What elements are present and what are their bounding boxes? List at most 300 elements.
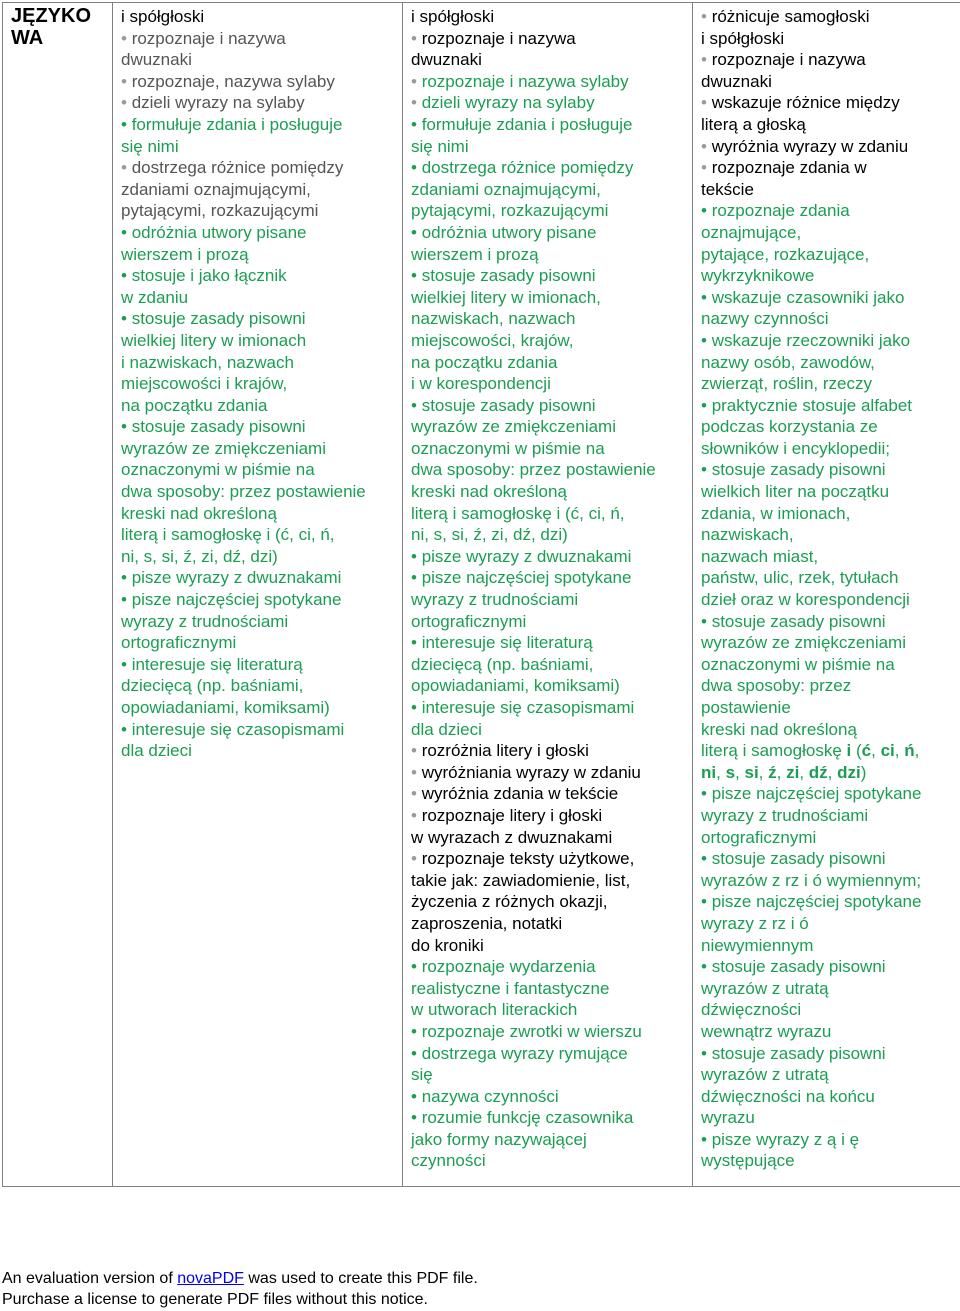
requirement-text: wyrazy z trudnościami xyxy=(701,805,869,825)
requirement-text: realistyczne i fantastyczne xyxy=(411,978,610,998)
requirement-text-part: literą i samogłoskę xyxy=(701,741,847,761)
requirement-text-part: , xyxy=(758,762,769,782)
requirement-line xyxy=(701,654,956,676)
requirement-text: wierszem i prozą xyxy=(411,244,539,264)
requirement-line xyxy=(701,913,956,935)
requirement-text: się nimi xyxy=(411,136,469,156)
requirement-text: rozpoznaje zwrotki w wierszu xyxy=(421,1021,642,1041)
requirement-text: pisze wyrazy z dwuznakami xyxy=(131,568,342,588)
requirement-line xyxy=(411,395,688,417)
requirement-text: wyróżnia zdania w tekście xyxy=(421,784,619,804)
requirement-text: kreski nad określoną xyxy=(411,482,567,502)
requirement-text: dzieł oraz w korespondencji xyxy=(701,590,910,610)
requirement-text: wykrzyknikowe xyxy=(701,266,815,286)
requirement-line xyxy=(121,136,398,158)
requirement-line xyxy=(121,416,398,438)
requirement-line xyxy=(411,459,688,481)
requirements-column-2 xyxy=(403,3,693,1187)
requirement-line xyxy=(701,805,956,827)
requirement-text: wskazuje czasowniki jako xyxy=(711,287,905,307)
requirement-text: dwa sposoby: przez postawienie xyxy=(121,482,366,502)
requirement-line xyxy=(411,244,688,266)
requirement-line xyxy=(411,49,688,71)
requirements-column-3 xyxy=(693,3,960,1187)
requirement-text: odróżnia utwory pisane xyxy=(421,222,597,242)
bullet-icon: • xyxy=(411,266,422,286)
requirement-text: dla dzieci xyxy=(121,741,192,761)
requirement-text: pisze wyrazy z ą i ę xyxy=(711,1129,860,1149)
requirement-line xyxy=(411,157,688,179)
requirement-text: rozumie funkcję czasownika xyxy=(421,1108,634,1128)
bullet-icon: • xyxy=(701,158,712,178)
bullet-icon: • xyxy=(411,395,422,415)
requirement-line xyxy=(121,459,398,481)
requirement-text: życzenia z różnych okazji, xyxy=(411,892,608,912)
requirement-text: wskazuje rzeczowniki jako xyxy=(711,330,911,350)
requirement-line xyxy=(701,92,956,114)
requirement-text: literą i samogłoskę i (ć, ci, ń, xyxy=(121,525,335,545)
requirement-line xyxy=(411,956,688,978)
requirement-line xyxy=(701,49,956,71)
requirement-line xyxy=(701,848,956,870)
requirement-line xyxy=(701,416,956,438)
requirement-text: wierszem i prozą xyxy=(121,244,249,264)
bullet-icon: • xyxy=(411,568,422,588)
requirement-line xyxy=(121,719,398,741)
requirement-text: w zdaniu xyxy=(121,287,189,307)
bullet-icon: • xyxy=(701,849,712,869)
requirement-line xyxy=(701,697,956,719)
requirement-line xyxy=(411,546,688,568)
requirement-text: słowników i encyklopedii; xyxy=(701,438,890,458)
requirement-text: wyrazów ze zmiękczeniami xyxy=(121,438,326,458)
requirement-text: stosuje zasady pisowni xyxy=(131,417,306,437)
requirement-text: dwuznaki xyxy=(121,50,192,70)
requirement-text-part: si xyxy=(744,762,759,782)
requirement-text: oznaczonymi w piśmie na xyxy=(121,460,315,480)
requirement-text: dzieli wyrazy na sylaby xyxy=(131,93,305,113)
requirement-line xyxy=(411,762,688,784)
bullet-icon: • xyxy=(411,114,422,134)
requirement-text: dźwięczności na końcu xyxy=(701,1086,875,1106)
bullet-icon: • xyxy=(411,158,422,178)
requirement-line xyxy=(411,1150,688,1172)
requirement-line xyxy=(411,1086,688,1108)
requirement-line xyxy=(411,503,688,525)
requirement-text: interesuje się literaturą xyxy=(421,633,593,653)
requirement-line xyxy=(701,330,956,352)
requirement-line xyxy=(701,1086,956,1108)
requirement-line xyxy=(701,352,956,374)
requirement-text-part: ci xyxy=(880,741,895,761)
novapdf-link[interactable]: novaPDF xyxy=(177,1270,244,1287)
requirement-line xyxy=(411,935,688,957)
requirement-line xyxy=(701,114,956,136)
requirement-line xyxy=(411,675,688,697)
requirement-line xyxy=(701,28,956,50)
requirement-text: niewymiennym xyxy=(701,935,814,955)
requirement-text: dzieli wyrazy na sylaby xyxy=(421,93,595,113)
requirement-text: nazwiskach, xyxy=(701,525,794,545)
requirement-line xyxy=(121,222,398,244)
requirement-text: nazwiskach, nazwach xyxy=(411,309,576,329)
requirement-line xyxy=(411,222,688,244)
requirement-line xyxy=(701,870,956,892)
requirement-line xyxy=(411,805,688,827)
requirement-line xyxy=(121,179,398,201)
requirement-text: rozpoznaje zdania xyxy=(711,201,850,221)
requirement-line xyxy=(701,179,956,201)
bullet-icon: • xyxy=(411,762,422,782)
requirement-line xyxy=(121,200,398,222)
requirement-line xyxy=(701,71,956,93)
requirement-line xyxy=(121,740,398,762)
requirement-text: miejscowości i krajów, xyxy=(121,374,288,394)
requirement-text-part: ) xyxy=(860,762,867,782)
requirement-text: wskazuje różnice między xyxy=(711,93,900,113)
requirement-line xyxy=(121,503,398,525)
requirement-text: wyrazów ze zmiękczeniami xyxy=(411,417,616,437)
bullet-icon: • xyxy=(411,849,422,869)
requirement-line xyxy=(121,481,398,503)
requirement-line xyxy=(411,373,688,395)
requirement-text-part: , xyxy=(871,741,881,761)
requirement-text: interesuje się czasopismami xyxy=(131,719,345,739)
requirement-line xyxy=(701,999,956,1021)
requirement-line xyxy=(701,1150,956,1172)
requirement-line xyxy=(411,999,688,1021)
requirement-text: wielkich liter na początku xyxy=(701,482,890,502)
requirement-line xyxy=(411,1107,688,1129)
requirement-text: pisze najczęściej spotykane xyxy=(131,590,342,610)
bullet-icon: • xyxy=(411,28,422,48)
requirement-line xyxy=(121,287,398,309)
requirement-line xyxy=(121,611,398,633)
bullet-icon: • xyxy=(701,287,712,307)
requirement-text-part: ni xyxy=(701,762,717,782)
requirement-line xyxy=(411,71,688,93)
requirement-line xyxy=(121,92,398,114)
bullet-icon: • xyxy=(411,71,422,91)
requirement-text: dźwięczności xyxy=(701,1000,802,1020)
requirement-line xyxy=(701,459,956,481)
bullet-icon: • xyxy=(411,1086,422,1106)
requirement-text: pytające, rozkazujące, xyxy=(701,244,870,264)
requirement-line xyxy=(411,200,688,222)
requirement-line xyxy=(411,287,688,309)
requirement-text: formułuje zdania i posługuje xyxy=(421,114,633,134)
requirement-text: w utworach literackich xyxy=(411,1000,578,1020)
requirement-line xyxy=(121,244,398,266)
requirement-text: pisze wyrazy z dwuznakami xyxy=(421,546,632,566)
requirement-line xyxy=(411,1129,688,1151)
requirement-text: pytającymi, rozkazującymi xyxy=(411,201,609,221)
bullet-icon: • xyxy=(701,93,712,113)
requirement-line xyxy=(701,935,956,957)
requirement-text: rozróżnia litery i głoski xyxy=(421,741,589,761)
requirement-text: wyrazy z trudnościami xyxy=(121,611,289,631)
bullet-icon: • xyxy=(121,417,132,437)
requirement-text: i spółgłoski xyxy=(701,28,785,48)
bullet-icon: • xyxy=(121,93,132,113)
requirement-text: zwierząt, roślin, rzeczy xyxy=(701,374,872,394)
requirement-text: się nimi xyxy=(121,136,179,156)
requirement-text: rozpoznaje i nazywa sylaby xyxy=(421,71,629,91)
requirement-text: rozpoznaje wydarzenia xyxy=(421,957,596,977)
requirement-text: pisze najczęściej spotykane xyxy=(711,892,922,912)
requirement-line xyxy=(701,222,956,244)
bullet-icon: • xyxy=(121,222,132,242)
requirements-column-1 xyxy=(113,3,403,1187)
requirement-text: do kroniki xyxy=(411,935,484,955)
curriculum-table xyxy=(2,2,960,1187)
requirement-line xyxy=(121,654,398,676)
bullet-icon: • xyxy=(701,201,712,221)
requirement-text: opowiadaniami, komiksami) xyxy=(411,676,620,696)
requirement-line xyxy=(701,200,956,222)
subject-label-line-2: WA xyxy=(11,26,44,49)
bullet-icon: • xyxy=(701,611,712,631)
requirement-text-part: , xyxy=(894,741,905,761)
requirement-line xyxy=(701,1021,956,1043)
requirement-text: ni, s, si, ź, zi, dź, dzi) xyxy=(121,546,278,566)
requirement-text: występujące xyxy=(701,1151,795,1171)
bullet-icon: • xyxy=(411,741,422,761)
requirement-text: dwuznaki xyxy=(701,71,772,91)
requirement-line xyxy=(411,416,688,438)
requirement-line xyxy=(121,589,398,611)
requirement-line xyxy=(411,114,688,136)
requirement-text: i w korespondencji xyxy=(411,374,551,394)
requirement-line xyxy=(411,567,688,589)
bullet-icon: • xyxy=(411,222,422,242)
requirement-line xyxy=(411,92,688,114)
bullet-icon: • xyxy=(411,784,422,804)
requirement-line xyxy=(121,524,398,546)
requirement-text: czynności xyxy=(411,1151,486,1171)
requirement-text-part: ń xyxy=(904,741,915,761)
requirement-line xyxy=(411,827,688,849)
bullet-icon: • xyxy=(701,136,712,156)
requirement-line xyxy=(701,438,956,460)
requirement-text: kreski nad określoną xyxy=(701,719,857,739)
requirement-line xyxy=(121,157,398,179)
bullet-icon: • xyxy=(121,28,132,48)
requirement-line xyxy=(411,352,688,374)
requirement-text: nazwy osób, zawodów, xyxy=(701,352,875,372)
requirement-text: nazwy czynności xyxy=(701,309,829,329)
bullet-icon: • xyxy=(121,266,132,286)
bullet-icon: • xyxy=(411,805,422,825)
requirement-line xyxy=(701,783,956,805)
requirement-text: zdaniami oznajmującymi, xyxy=(411,179,601,199)
requirement-text-part: ( xyxy=(851,741,862,761)
requirement-line xyxy=(701,157,956,179)
bullet-icon: • xyxy=(121,568,132,588)
bullet-icon: • xyxy=(701,784,712,804)
requirement-line xyxy=(121,114,398,136)
requirement-text: literą a głoską xyxy=(701,114,806,134)
requirement-line xyxy=(701,632,956,654)
requirement-text: oznaczonymi w piśmie na xyxy=(411,438,605,458)
requirement-text: i nazwiskach, nazwach xyxy=(121,352,294,372)
requirement-text-part: , xyxy=(827,762,838,782)
requirement-line xyxy=(701,1129,956,1151)
requirement-text-part: i xyxy=(846,741,852,761)
requirement-text: dwa sposoby: przez xyxy=(701,676,852,696)
requirement-text-part: , xyxy=(914,741,920,761)
requirement-text: literą i samogłoskę i (ć, ci, ń, xyxy=(411,503,625,523)
requirement-text: dwa sposoby: przez postawienie xyxy=(411,460,656,480)
requirement-text: dwuznaki xyxy=(411,50,482,70)
requirement-line xyxy=(411,697,688,719)
requirement-text: rozpoznaje litery i głoski xyxy=(421,805,603,825)
requirement-text: wyrazów z utratą xyxy=(701,1065,829,1085)
requirement-line xyxy=(701,287,956,309)
requirement-line xyxy=(411,978,688,1000)
requirement-text: wyróżnia wyrazy w zdaniu xyxy=(711,136,909,156)
requirement-line xyxy=(121,438,398,460)
requirement-text: pisze najczęściej spotykane xyxy=(711,784,922,804)
requirement-line xyxy=(701,524,956,546)
requirement-text: i spółgłoski xyxy=(121,7,205,26)
bullet-icon: • xyxy=(701,7,712,26)
notice-line-1: An evaluation version of novaPDF was used to create this PDF file. xyxy=(2,1270,478,1287)
requirement-text: takie jak: zawiadomienie, list, xyxy=(411,870,631,890)
requirement-text: ortograficznymi xyxy=(121,633,237,653)
notice-line-2: Purchase a license to generate PDF files without this notice. xyxy=(2,1291,428,1308)
requirement-text: interesuje się literaturą xyxy=(131,654,303,674)
bullet-icon: • xyxy=(411,546,422,566)
requirement-line xyxy=(121,330,398,352)
requirement-text: kreski nad określoną xyxy=(121,503,277,523)
bullet-icon: • xyxy=(411,1043,422,1063)
subject-label-line-1: JĘZYKO xyxy=(11,5,92,27)
requirement-text-part: ź xyxy=(768,762,777,782)
requirement-line xyxy=(701,762,956,784)
requirement-text: wyrazy z rz i ó xyxy=(701,913,809,933)
requirement-text: miejscowości, krajów, xyxy=(411,330,574,350)
requirement-text-part: zi xyxy=(786,762,800,782)
requirement-text-part: s xyxy=(725,762,736,782)
requirement-line xyxy=(701,719,956,741)
requirement-text: państw, ulic, rzek, tytułach xyxy=(701,568,899,588)
requirement-text: dziecięcą (np. baśniami, xyxy=(411,654,594,674)
requirement-text: stosuje zasady pisowni xyxy=(131,309,306,329)
requirement-line xyxy=(411,28,688,50)
requirement-text: stosuje zasady pisowni xyxy=(711,849,886,869)
requirement-text: tekście xyxy=(701,179,754,199)
requirement-line xyxy=(121,675,398,697)
requirement-text: wielkiej litery w imionach xyxy=(121,330,307,350)
requirement-text: dziecięcą (np. baśniami, xyxy=(121,676,304,696)
requirement-line xyxy=(411,136,688,158)
requirement-line xyxy=(701,675,956,697)
requirement-text: rozpoznaje, nazywa sylaby xyxy=(131,71,335,91)
evaluation-notice xyxy=(2,1268,478,1310)
requirement-text: postawienie xyxy=(701,698,791,717)
requirement-line xyxy=(411,308,688,330)
requirement-text: wyrazów z rz i ó wymiennym; xyxy=(701,870,922,890)
requirement-line xyxy=(121,28,398,50)
requirement-line xyxy=(411,913,688,935)
requirement-text: jako formy nazywającej xyxy=(411,1129,587,1149)
requirement-line xyxy=(701,265,956,287)
requirement-line xyxy=(121,308,398,330)
bullet-icon: • xyxy=(701,395,712,415)
requirement-line xyxy=(701,546,956,568)
requirement-text: wyrazów ze zmiękczeniami xyxy=(701,633,906,653)
bullet-icon: • xyxy=(701,330,712,350)
requirement-line xyxy=(121,71,398,93)
requirement-text: wyrazu xyxy=(701,1108,755,1128)
requirement-line xyxy=(701,891,956,913)
requirement-text: nazwach miast, xyxy=(701,546,819,566)
requirement-line xyxy=(121,546,398,568)
requirement-line xyxy=(411,481,688,503)
requirement-line xyxy=(701,589,956,611)
requirement-line xyxy=(121,352,398,374)
requirement-text: ortograficznymi xyxy=(411,611,527,631)
requirement-line xyxy=(411,740,688,762)
requirement-text: odróżnia utwory pisane xyxy=(131,222,307,242)
requirement-text: opowiadaniami, komiksami) xyxy=(121,698,330,717)
requirement-text: na początku zdania xyxy=(411,352,558,372)
requirement-line xyxy=(701,395,956,417)
requirement-text: wyrazy z trudnościami xyxy=(411,590,579,610)
requirement-text: podczas korzystania ze xyxy=(701,417,878,437)
requirement-text: różnicuje samogłoski xyxy=(711,7,870,26)
requirement-line xyxy=(121,265,398,287)
requirement-line xyxy=(411,438,688,460)
bullet-icon: • xyxy=(701,1043,712,1063)
requirement-line xyxy=(411,330,688,352)
requirement-text: stosuje i jako łącznik xyxy=(131,266,287,286)
requirement-line xyxy=(121,395,398,417)
requirement-text: wewnątrz wyrazu xyxy=(701,1021,832,1041)
requirement-text-part: , xyxy=(799,762,809,782)
requirement-text: w wyrazach z dwuznakami xyxy=(411,827,613,847)
requirement-line xyxy=(701,1107,956,1129)
bullet-icon: • xyxy=(121,654,132,674)
requirement-line xyxy=(701,1043,956,1065)
subject-cell xyxy=(3,3,113,1187)
requirement-text: zdania, w imionach, xyxy=(701,503,851,523)
requirement-text-part: , xyxy=(716,762,726,782)
bullet-icon: • xyxy=(411,93,422,113)
requirement-text: stosuje zasady pisowni xyxy=(421,266,596,286)
requirement-text: dostrzega różnice pomiędzy xyxy=(421,158,634,178)
bullet-icon: • xyxy=(121,71,132,91)
requirement-line xyxy=(411,1043,688,1065)
requirement-text: rozpoznaje i nazywa xyxy=(711,50,866,70)
requirement-line xyxy=(121,567,398,589)
bullet-icon: • xyxy=(701,50,712,70)
bullet-icon: • xyxy=(121,590,132,610)
requirement-line xyxy=(121,373,398,395)
bullet-icon: • xyxy=(411,957,422,977)
requirement-line xyxy=(701,740,956,762)
requirement-text: wielkiej litery w imionach, xyxy=(411,287,601,307)
requirement-line xyxy=(411,891,688,913)
bullet-icon: • xyxy=(701,892,712,912)
requirement-line xyxy=(121,632,398,654)
requirement-text: wyrazów z utratą xyxy=(701,978,829,998)
requirement-text: pisze najczęściej spotykane xyxy=(421,568,632,588)
table-row xyxy=(3,3,960,1187)
requirement-line xyxy=(411,632,688,654)
bullet-icon: • xyxy=(411,1021,422,1041)
